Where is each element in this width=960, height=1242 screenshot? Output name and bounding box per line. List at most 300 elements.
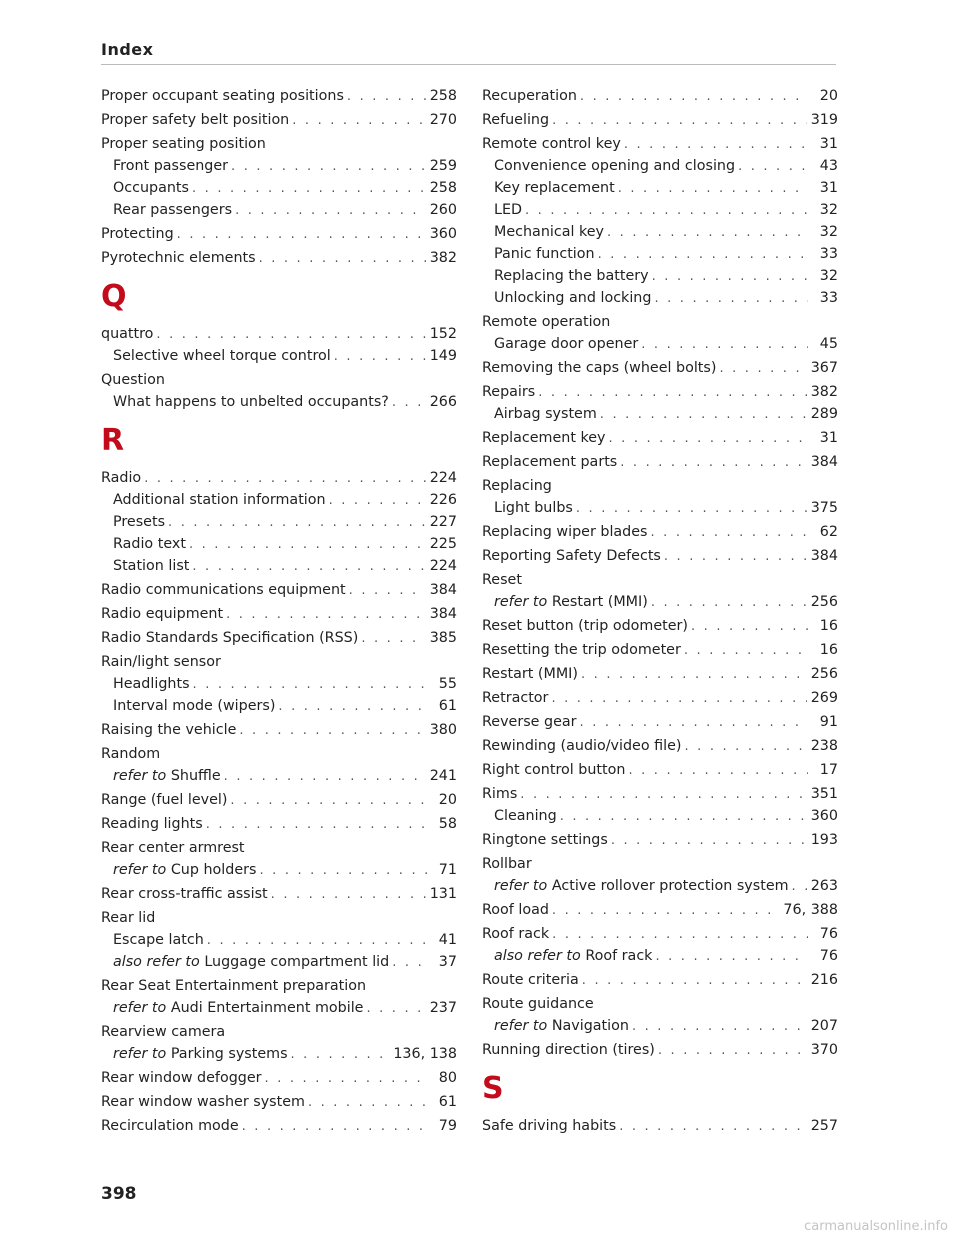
leader-dots — [719, 358, 806, 380]
index-subentry — [101, 177, 457, 199]
leader-dots — [560, 806, 807, 828]
leader-dots — [242, 1116, 427, 1138]
index-entry — [482, 663, 838, 685]
index-heading: Replacing — [482, 478, 552, 494]
index-entry — [482, 1115, 838, 1137]
index-subentry — [101, 533, 457, 555]
entry-term — [482, 945, 652, 967]
leader-dots — [392, 952, 427, 974]
entry-term-text: Rewinding (audio/video file) — [482, 738, 682, 754]
entry-term — [101, 813, 203, 835]
leader-dots — [611, 830, 807, 852]
entry-term — [482, 357, 716, 379]
entry-term — [482, 783, 517, 805]
leader-dots — [520, 784, 806, 806]
entry-term-text: Pyrotechnic elements — [101, 250, 256, 266]
entry-page-number: 193 — [810, 832, 838, 848]
entry-term — [482, 711, 577, 733]
index-entry — [482, 759, 838, 781]
index-entry — [482, 109, 838, 131]
entry-term — [101, 109, 289, 131]
index-subentry — [482, 875, 838, 897]
entry-term — [101, 85, 344, 107]
entry-page-number: 31 — [819, 430, 838, 446]
entry-term — [482, 663, 578, 685]
entry-term — [101, 1043, 288, 1065]
index-column-right — [482, 85, 838, 1139]
entry-page-number: 16 — [819, 642, 838, 658]
entry-term-text: Selective wheel torque control — [113, 348, 331, 364]
entry-term — [482, 221, 604, 243]
entry-page-number: 384 — [810, 454, 838, 470]
entry-page-number: 257 — [810, 1118, 838, 1134]
entry-term-text: Station list — [113, 558, 190, 574]
entry-term-text: Radio communications equipment — [101, 582, 346, 598]
entry-term — [482, 287, 651, 309]
leader-dots — [231, 156, 426, 178]
leader-dots — [259, 248, 426, 270]
leader-dots — [580, 86, 808, 108]
leader-dots — [632, 1016, 807, 1038]
entry-term — [482, 899, 549, 921]
entry-term — [101, 883, 268, 905]
entry-term — [101, 627, 358, 649]
entry-page-number: 375 — [810, 500, 838, 516]
entry-page-number: 16 — [819, 618, 838, 634]
entry-term-text: Luggage compartment lid — [204, 954, 390, 970]
index-entry — [101, 1091, 457, 1113]
index-entry — [101, 1067, 457, 1089]
entry-term — [101, 1115, 239, 1137]
index-heading: Rear center armrest — [101, 840, 245, 856]
entry-term-text: Presets — [113, 514, 166, 530]
index-subentry — [482, 155, 838, 177]
entry-page-number: 270 — [429, 112, 457, 128]
entry-term — [101, 247, 256, 269]
entry-term-text: Reset button (trip odometer) — [482, 618, 688, 634]
leader-dots — [291, 1044, 390, 1066]
entry-page-number: 384 — [810, 548, 838, 564]
index-subentry — [101, 555, 457, 577]
leader-dots — [271, 884, 426, 906]
entry-term — [482, 1115, 616, 1137]
leader-dots — [192, 556, 425, 578]
page-header — [101, 40, 836, 65]
entry-page-number: 17 — [819, 762, 838, 778]
index-entry — [101, 109, 457, 131]
index-subentry — [101, 511, 457, 533]
index-subentry — [482, 805, 838, 827]
leader-dots — [641, 334, 808, 356]
entry-page-number: 37 — [438, 954, 457, 970]
index-column-left — [101, 85, 457, 1139]
entry-term — [482, 133, 621, 155]
entry-page-number: 266 — [429, 394, 457, 410]
entry-page-number: 370 — [810, 1042, 838, 1058]
leader-dots — [259, 860, 427, 882]
leader-dots — [189, 534, 426, 556]
leader-dots — [628, 760, 808, 782]
leader-dots — [655, 946, 808, 968]
leader-dots — [230, 790, 427, 812]
entry-page-number: 351 — [810, 786, 838, 802]
entry-term-text: Rear window defogger — [101, 1070, 262, 1086]
entry-page-number: 31 — [819, 180, 838, 196]
leader-dots — [652, 266, 808, 288]
leader-dots — [619, 1116, 807, 1138]
index-entry — [482, 899, 838, 921]
leader-dots — [156, 324, 425, 346]
entry-term — [101, 345, 331, 367]
entry-term-text: Shuffle — [170, 768, 221, 784]
entry-page-number: 385 — [429, 630, 457, 646]
entry-term-text: Reverse gear — [482, 714, 577, 730]
entry-term-text: Headlights — [113, 676, 190, 692]
entry-page-number: 382 — [810, 384, 838, 400]
index-subentry — [101, 673, 457, 695]
entry-term-text: Radio — [101, 470, 142, 486]
index-subentry — [482, 591, 838, 613]
leader-dots — [177, 224, 426, 246]
entry-term — [101, 603, 223, 625]
index-entry — [482, 1039, 838, 1061]
entry-page-number: 32 — [819, 224, 838, 240]
index-subentry — [482, 243, 838, 265]
entry-term-text: Safe driving habits — [482, 1118, 617, 1134]
entry-term-text: LED — [494, 202, 523, 218]
index-entry — [482, 687, 838, 709]
entry-page-number: 226 — [429, 492, 457, 508]
entry-term — [101, 323, 153, 345]
entry-page-number: 58 — [438, 816, 457, 832]
entry-term-text: Replacing the battery — [494, 268, 649, 284]
cross-reference-prefix: refer to — [494, 1018, 548, 1034]
leader-dots — [538, 382, 806, 404]
index-subentry — [482, 221, 838, 243]
entry-term — [101, 673, 190, 695]
section-letter: S — [482, 1071, 504, 1106]
entry-term — [101, 177, 189, 199]
entry-term — [482, 805, 557, 827]
index-entry — [482, 381, 838, 403]
entry-term — [101, 579, 346, 601]
entry-term-text: Airbag system — [494, 406, 597, 422]
index-subentry — [101, 695, 457, 717]
entry-term-text: Rear cross-traffic assist — [101, 886, 268, 902]
index-heading: Rear lid — [101, 910, 156, 926]
entry-term — [101, 789, 227, 811]
index-subentry — [101, 391, 457, 413]
entry-term-text: Parking systems — [170, 1046, 288, 1062]
entry-term — [482, 451, 617, 473]
index-entry — [101, 579, 457, 601]
entry-term-text: What happens to unbelted occupants? — [113, 394, 389, 410]
cross-reference-prefix: refer to — [113, 1000, 167, 1016]
entry-page-number: 20 — [819, 88, 838, 104]
entry-term-text: Light bulbs — [494, 500, 573, 516]
entry-term — [101, 859, 256, 881]
entry-term-text: Mechanical key — [494, 224, 605, 240]
leader-dots — [347, 86, 426, 108]
index-entry — [482, 521, 838, 543]
leader-dots — [206, 814, 427, 836]
entry-term-text: Recuperation — [482, 88, 577, 104]
entry-term-text: Front passenger — [113, 158, 229, 174]
leader-dots — [308, 1092, 427, 1114]
cross-reference-prefix: also refer to — [494, 948, 581, 964]
entry-term-text: Additional station information — [113, 492, 326, 508]
entry-term-text: quattro — [101, 326, 154, 342]
leader-dots — [609, 428, 808, 450]
entry-page-number: 216 — [810, 972, 838, 988]
entry-page-number: 41 — [438, 932, 457, 948]
entry-term-text: Garage door opener — [494, 336, 639, 352]
entry-page-number: 61 — [438, 698, 457, 714]
entry-term-text: Audi Entertainment mobile — [170, 1000, 364, 1016]
entry-term — [101, 555, 189, 577]
entry-term-text: Navigation — [551, 1018, 629, 1034]
index-heading: Route guidance — [482, 996, 594, 1012]
index-heading: Reset — [482, 572, 522, 588]
entry-term-text: Proper safety belt position — [101, 112, 290, 128]
entry-term — [101, 765, 221, 787]
entry-page-number: 382 — [429, 250, 457, 266]
leader-dots — [658, 1040, 807, 1062]
entry-page-number: 20 — [438, 792, 457, 808]
entry-term-text: Replacement parts — [482, 454, 618, 470]
index-entry — [482, 969, 838, 991]
entry-term — [101, 199, 232, 221]
entry-page-number: 258 — [429, 88, 457, 104]
leader-dots — [329, 490, 426, 512]
index-subentry — [101, 155, 457, 177]
index-entry — [101, 883, 457, 905]
entry-term-text: Right control button — [482, 762, 626, 778]
entry-page-number: 152 — [429, 326, 457, 342]
entry-term-text: Reading lights — [101, 816, 203, 832]
entry-term-text: Radio equipment — [101, 606, 224, 622]
entry-term-text: Cleaning — [494, 808, 557, 824]
index-entry — [101, 323, 457, 345]
entry-page-number: 76 — [819, 926, 838, 942]
entry-page-number: 55 — [438, 676, 457, 692]
entry-page-number: 384 — [429, 606, 457, 622]
entry-term — [482, 639, 681, 661]
entry-term-text: Rear passengers — [113, 202, 233, 218]
page-title: Index — [101, 40, 154, 59]
leader-dots — [620, 452, 806, 474]
index-entry — [101, 1115, 457, 1137]
entry-term-text: Occupants — [113, 180, 189, 196]
watermark: carmanualsonline.info — [804, 1219, 948, 1234]
cross-reference-prefix: refer to — [494, 878, 548, 894]
entry-term-text: Key replacement — [494, 180, 615, 196]
leader-dots — [265, 1068, 427, 1090]
entry-page-number: 227 — [429, 514, 457, 530]
entry-term-text: Roof rack — [482, 926, 550, 942]
leader-dots — [193, 674, 427, 696]
leader-dots — [580, 712, 808, 734]
entry-term-text: Convenience opening and closing — [494, 158, 736, 174]
entry-page-number: 33 — [819, 246, 838, 262]
index-heading: Rain/light sensor — [101, 654, 221, 670]
entry-page-number: 207 — [810, 1018, 838, 1034]
index-entry — [101, 813, 457, 835]
leader-dots — [278, 696, 427, 718]
entry-page-number: 367 — [810, 360, 838, 376]
leader-dots — [685, 736, 807, 758]
entry-page-number: 136, 138 — [393, 1046, 457, 1062]
leader-dots — [607, 222, 808, 244]
index-subentry — [482, 403, 838, 425]
entry-term-text: Protecting — [101, 226, 174, 242]
entry-page-number: 384 — [429, 582, 457, 598]
index-heading: Random — [101, 746, 161, 762]
entry-page-number: 256 — [810, 666, 838, 682]
entry-term — [482, 591, 648, 613]
entry-term — [482, 829, 608, 851]
index-subentry — [101, 929, 457, 951]
index-entry — [482, 923, 838, 945]
index-subentry — [101, 199, 457, 221]
leader-dots — [576, 498, 807, 520]
entry-page-number: 32 — [819, 268, 838, 284]
cross-reference-prefix: refer to — [113, 862, 167, 878]
entry-page-number: 91 — [819, 714, 838, 730]
index-entry — [482, 639, 838, 661]
cross-reference-prefix: refer to — [113, 768, 167, 784]
entry-term — [482, 497, 573, 519]
index-entry — [482, 133, 838, 155]
entry-page-number: 31 — [819, 136, 838, 152]
index-subentry — [101, 765, 457, 787]
index-entry — [101, 603, 457, 625]
entry-term — [482, 1039, 655, 1061]
index-subentry — [482, 199, 838, 221]
entry-term — [101, 1067, 262, 1089]
entry-page-number: 33 — [819, 290, 838, 306]
entry-term — [482, 265, 649, 287]
entry-page-number: 71 — [438, 862, 457, 878]
entry-term-text: Running direction (tires) — [482, 1042, 655, 1058]
entry-page-number: 76, 388 — [783, 902, 838, 918]
entry-page-number: 224 — [429, 470, 457, 486]
entry-term — [101, 719, 236, 741]
entry-term — [482, 687, 548, 709]
entry-term — [482, 177, 615, 199]
leader-dots — [224, 766, 426, 788]
entry-term — [482, 243, 595, 265]
entry-page-number: 80 — [438, 1070, 457, 1086]
index-heading: Rear Seat Entertainment preparation — [101, 978, 367, 994]
entry-page-number: 259 — [429, 158, 457, 174]
entry-term-text: Remote control key — [482, 136, 621, 152]
entry-term — [482, 923, 549, 945]
leader-dots — [654, 288, 808, 310]
entry-term — [101, 695, 275, 717]
entry-term-text: Replacing wiper blades — [482, 524, 648, 540]
entry-page-number: 238 — [810, 738, 838, 754]
index-subentry — [101, 345, 457, 367]
leader-dots — [684, 640, 808, 662]
index-entry — [482, 783, 838, 805]
index-subentry — [482, 945, 838, 967]
leader-dots — [192, 178, 426, 200]
leader-dots — [235, 200, 426, 222]
leader-dots — [334, 346, 426, 368]
entry-term-text: Refueling — [482, 112, 550, 128]
leader-dots — [600, 404, 807, 426]
entry-term-text: Rear window washer system — [101, 1094, 305, 1110]
leader-dots — [651, 592, 807, 614]
index-entry — [482, 85, 838, 107]
entry-term — [101, 1091, 305, 1113]
entry-term-text: Reporting Safety Defects — [482, 548, 661, 564]
leader-dots — [392, 392, 426, 414]
entry-term-text: Unlocking and locking — [494, 290, 652, 306]
index-entry — [101, 719, 457, 741]
entry-term-text: Active rollover protection system — [551, 878, 789, 894]
entry-term — [101, 391, 389, 413]
index-heading: Question — [101, 372, 165, 388]
entry-term-text: Ringtone settings — [482, 832, 608, 848]
entry-term-text: Removing the caps (wheel bolts) — [482, 360, 717, 376]
entry-term-text: Range (fuel level) — [101, 792, 228, 808]
index-entry — [482, 711, 838, 733]
entry-term — [101, 467, 141, 489]
entry-page-number: 76 — [819, 948, 838, 964]
index-entry — [482, 357, 838, 379]
index-subentry — [482, 287, 838, 309]
index-entry — [101, 627, 457, 649]
leader-dots — [551, 688, 806, 710]
entry-term-text: Roof rack — [585, 948, 653, 964]
entry-term-text: Panic function — [494, 246, 595, 262]
leader-dots — [792, 876, 807, 898]
entry-term-text: Interval mode (wipers) — [113, 698, 276, 714]
leader-dots — [624, 134, 808, 156]
leader-dots — [292, 110, 425, 132]
leader-dots — [664, 546, 807, 568]
entry-term — [482, 403, 597, 425]
entry-term — [482, 381, 535, 403]
entry-page-number: 241 — [429, 768, 457, 784]
leader-dots — [691, 616, 808, 638]
entry-term — [482, 109, 549, 131]
entry-term-text: Rims — [482, 786, 518, 802]
entry-term — [482, 545, 661, 567]
entry-term — [101, 511, 165, 533]
entry-term-text: Proper occupant seating positions — [101, 88, 344, 104]
entry-page-number: 79 — [438, 1118, 457, 1134]
index-heading: Rearview camera — [101, 1024, 226, 1040]
entry-term-text: Escape latch — [113, 932, 204, 948]
leader-dots — [525, 200, 808, 222]
entry-term — [101, 951, 389, 973]
entry-page-number: 260 — [429, 202, 457, 218]
index-subentry — [101, 1043, 457, 1065]
entry-page-number: 360 — [810, 808, 838, 824]
index-subentry — [482, 497, 838, 519]
leader-dots — [366, 998, 425, 1020]
index-subentry — [482, 333, 838, 355]
cross-reference-prefix: refer to — [494, 594, 548, 610]
index-entry — [101, 789, 457, 811]
index-subentry — [482, 265, 838, 287]
index-subentry — [482, 1015, 838, 1037]
index-entry — [101, 467, 457, 489]
entry-term-text: Replacement key — [482, 430, 606, 446]
